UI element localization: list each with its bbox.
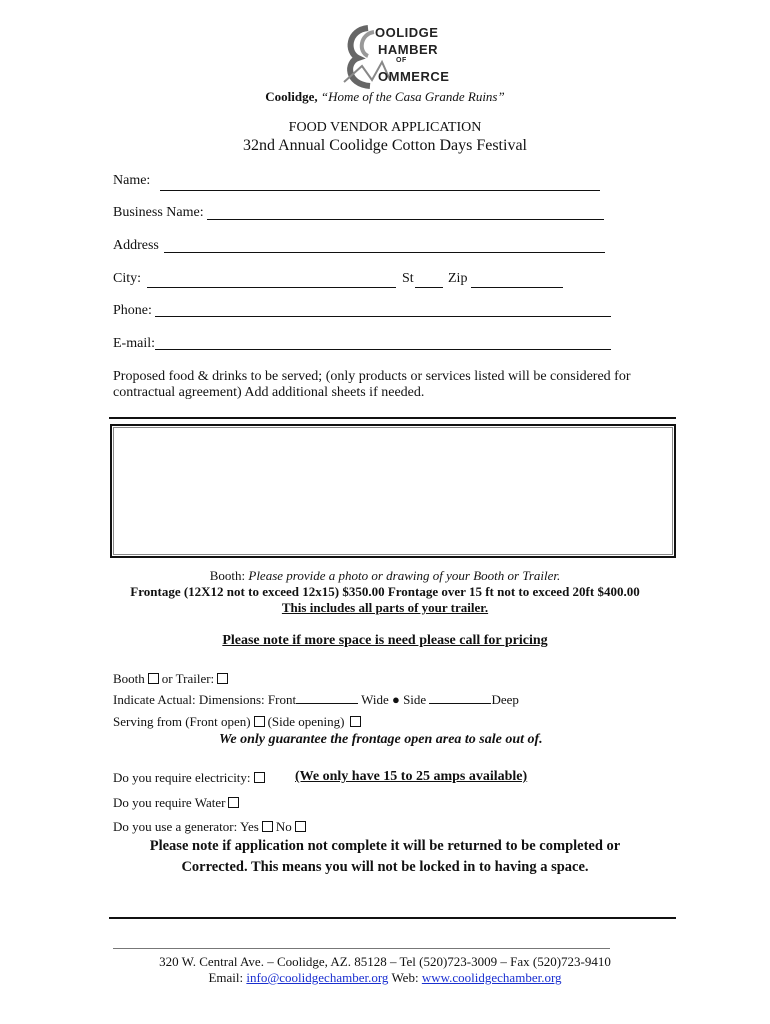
- logo-line-3: OF: [396, 57, 407, 64]
- booth-trailer-row: [113, 671, 231, 687]
- logo-line-2: HAMBER: [378, 42, 439, 57]
- zip-label: Zip: [448, 271, 468, 286]
- side-dimension-field[interactable]: [429, 691, 491, 704]
- amps-note: (We only have 15 to 25 amps available): [295, 769, 528, 784]
- booth-label: Booth: [113, 671, 145, 686]
- trailer-label: or Trailer:: [161, 671, 215, 686]
- serving-row: [113, 714, 364, 730]
- phone-label: Phone:: [113, 303, 152, 318]
- footer-web-link[interactable]: www.coolidgechamber.org: [421, 970, 562, 985]
- footer-contact: [0, 970, 770, 986]
- incomplete-warning-line-2: Corrected. This means you will not be locked in to having a space.: [181, 859, 589, 875]
- electricity-checkbox[interactable]: [254, 772, 265, 783]
- logo-line-4: OMMERCE: [378, 69, 450, 84]
- festival-title: 32nd Annual Coolidge Cotton Days Festival: [243, 137, 527, 154]
- tagline: [0, 89, 770, 105]
- footer-email-link[interactable]: info@coolidgechamber.org: [246, 970, 389, 985]
- proposed-line-1: Proposed food & drinks to be served; (only products or services listed will be considered for: [113, 369, 631, 384]
- footer-address: 320 W. Central Ave. – Coolidge, AZ. 85128 – Tel (520)723-3009 – Fax (520)723-9410: [159, 954, 611, 969]
- front-dimension-field[interactable]: [296, 691, 358, 704]
- email-label: E-mail:: [113, 336, 155, 351]
- form-title: FOOD VENDOR APPLICATION: [288, 120, 482, 135]
- water-row: [113, 795, 242, 811]
- wide-label: Wide: [361, 692, 389, 707]
- trailer-checkbox[interactable]: [217, 673, 228, 684]
- frontage-pricing: Frontage (12X12 not to exceed 12x15) $350.00 Frontage over 15 ft not to exceed 20ft $400.00: [130, 584, 640, 599]
- address-label: Address: [113, 238, 159, 253]
- booth-prefix: Booth:: [209, 568, 249, 583]
- side-opening-checkbox[interactable]: [350, 716, 361, 727]
- business-name-label: Business Name:: [113, 205, 204, 220]
- dimensions-row: [113, 691, 519, 708]
- front-open-checkbox[interactable]: [254, 716, 265, 727]
- generator-question: Do you use a generator: Yes: [113, 819, 259, 834]
- generator-yes-checkbox[interactable]: [262, 821, 273, 832]
- trailer-includes: This includes all parts of your trailer.: [281, 600, 489, 615]
- business-name-field[interactable]: [207, 219, 604, 220]
- booth-instruction-text: Please provide a photo or drawing of your Booth or Trailer.: [248, 568, 561, 583]
- serving-front-label: Serving from (Front open): [113, 714, 251, 729]
- divider-top: [109, 417, 676, 419]
- generator-no-label: No: [275, 819, 292, 834]
- bullet-icon: ●: [391, 692, 400, 707]
- electricity-question: Do you require electricity:: [113, 770, 251, 785]
- name-field[interactable]: [160, 190, 600, 191]
- side-label: Side: [403, 692, 427, 707]
- water-checkbox[interactable]: [228, 797, 239, 808]
- email-field[interactable]: [155, 349, 611, 350]
- address-field[interactable]: [164, 252, 605, 253]
- state-label: St: [402, 271, 414, 286]
- booth-checkbox[interactable]: [148, 673, 159, 684]
- dimensions-prefix: Indicate Actual: Dimensions: Front: [113, 692, 297, 707]
- tagline-quote: “Home of the Casa Grande Ruins”: [320, 89, 505, 104]
- divider-bottom: [109, 917, 676, 919]
- booth-instruction: [0, 568, 770, 584]
- guarantee-note: We only guarantee the frontage open area to sale out of.: [219, 732, 543, 747]
- side-opening-label: (Side opening): [267, 714, 345, 729]
- incomplete-warning-line-1: Please note if application not complete it will be returned to be completed or: [149, 838, 621, 854]
- name-label: Name:: [113, 173, 151, 188]
- generator-row: [113, 819, 309, 835]
- state-field[interactable]: [415, 287, 443, 288]
- space-note: Please note if more space is need please call for pricing: [222, 633, 548, 648]
- phone-field[interactable]: [155, 316, 611, 317]
- zip-field[interactable]: [471, 287, 563, 288]
- electricity-row: [113, 770, 268, 786]
- chamber-logo: [338, 22, 450, 90]
- tagline-place: Coolidge,: [265, 89, 318, 104]
- city-label: City:: [113, 271, 142, 286]
- water-question: Do you require Water: [113, 795, 226, 810]
- city-field[interactable]: [147, 287, 396, 288]
- footer-web-label: Web:: [391, 970, 419, 985]
- food-description-box[interactable]: [110, 424, 676, 558]
- proposed-line-2: contractual agreement) Add additional sheets if needed.: [113, 385, 425, 400]
- deep-label: Deep: [491, 692, 519, 707]
- footer-email-label: Email:: [208, 970, 244, 985]
- footer-rule: [113, 948, 610, 949]
- logo-line-1: OOLIDGE: [375, 25, 439, 40]
- generator-no-checkbox[interactable]: [295, 821, 306, 832]
